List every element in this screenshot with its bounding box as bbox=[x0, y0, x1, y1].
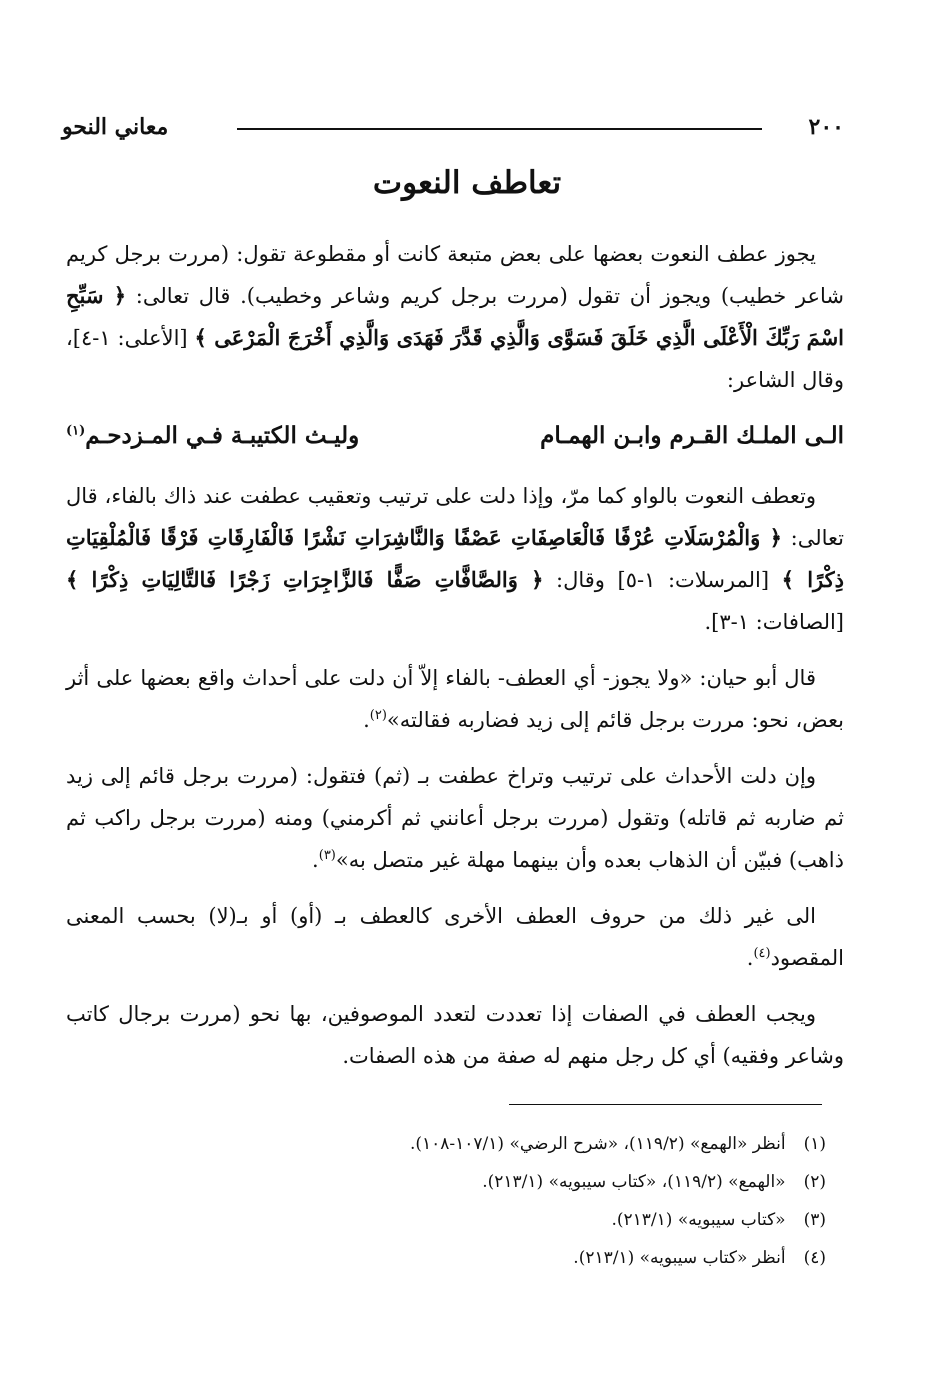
page-number: ٢٠٠ bbox=[808, 114, 844, 140]
footnote-text: أنظر «الهمع» (١١٩/٢)، «شرح الرضي» (١٠٧/١-١٠٨). bbox=[409, 1134, 786, 1154]
paragraph-4-text: وإن دلت الأحداث على ترتيب وتراخ عطفت بـ (ثم) فتقول: (مررت برجل قائم إلى زيد ثم ضاربه ثم قاتله) وتقول (مررت برجل أعانني ثم أكرمني) ومنه (مررت برجل راكب ثم ذاهب) فبيّن أن الذهاب بعده وأن بينهما مهلة غير متصل به» bbox=[66, 764, 844, 872]
verse-second-text: وليـث الكتيبـة فـي المـزدحـم bbox=[85, 422, 360, 449]
footnote-item bbox=[120, 1239, 826, 1277]
paragraph-6 bbox=[66, 993, 844, 1077]
paragraph-2 bbox=[66, 475, 844, 643]
paragraph-3 bbox=[66, 657, 844, 741]
paragraph-4-end: . bbox=[312, 848, 319, 872]
paragraph-5-end: . bbox=[746, 946, 754, 970]
footnote-text: أنظر «كتاب سيبويه» (٢١٣/١). bbox=[573, 1248, 786, 1268]
verse-second-hemistich bbox=[66, 415, 359, 457]
footnote-number: (٢) bbox=[803, 1172, 826, 1192]
paragraph-4 bbox=[66, 755, 844, 881]
footnote-number: (١) bbox=[803, 1134, 826, 1154]
paragraph-1-text-b: [الأعلى: ١-٤]، وقال الشاعر: bbox=[66, 326, 844, 392]
paragraph-3-text: قال أبو حيان: «ولا يجوز- أي العطف- بالفاء إلاّ أن دلت على أحداث واقع بعضها على أثر بعض، نحو: مررت برجل قائم إلى زيد فضاربه فقالته» bbox=[66, 666, 844, 732]
footnotes bbox=[120, 1125, 826, 1277]
quran-quote-as-saffat: ﴿ وَالصَّافَّاتِ صَفًّا فَالزَّاجِرَاتِ زَجْرًا فَالتَّالِيَاتِ ذِكْرًا ﴾ bbox=[66, 567, 544, 592]
footnote-ref-2: (٢) bbox=[369, 708, 387, 723]
paragraph-1 bbox=[66, 233, 844, 401]
footnote-ref-4: (٤) bbox=[753, 946, 771, 961]
paragraph-5 bbox=[66, 895, 844, 979]
footnote-item bbox=[120, 1125, 826, 1163]
footnote-item bbox=[120, 1163, 826, 1201]
section-title: تعاطف النعوت bbox=[372, 165, 562, 201]
body-text bbox=[66, 233, 844, 1091]
header-rule bbox=[237, 128, 762, 130]
footnote-number: (٣) bbox=[803, 1210, 826, 1230]
footnote-text: «كتاب سيبويه» (٢١٣/١). bbox=[611, 1210, 786, 1230]
footnote-item bbox=[120, 1201, 826, 1239]
paragraph-2-text-b: [المرسلات: ١-٥] وقال: bbox=[543, 568, 782, 592]
paragraph-1-text-a: يجوز عطف النعوت بعضها على بعض متبعة كانت أو مقطوعة تقول: (مررت برجل كريم شاعر خطيب) ويجوز أن تقول (مررت برجل كريم وشاعر وخطيب). قال تعالى: bbox=[66, 242, 844, 308]
footnote-text: «الهمع» (١١٩/٢)، «كتاب سيبويه» (٢١٣/١). bbox=[482, 1172, 786, 1192]
paragraph-3-end: . bbox=[363, 708, 370, 732]
footnote-separator bbox=[509, 1104, 822, 1105]
paragraph-5-text: الى غير ذلك من حروف العطف الأخرى كالعطف بـ (أو) أو بـ(لا) بحسب المعنى المقصود bbox=[66, 904, 844, 970]
page-header bbox=[62, 112, 844, 146]
quran-quote-al-ala: ﴿ سَبِّحِ اسْمَ رَبِّكَ الْأَعْلَى الَّذِي خَلَقَ فَسَوَّى وَالَّذِي قَدَّرَ فَهَدَى وَالَّذِي أَخْرَجَ الْمَرْعَى ﴾ bbox=[66, 283, 845, 350]
paragraph-6-text: ويجب العطف في الصفات إذا تعددت لتعدد الموصوفين، بها نحو (مررت برجال كاتب وشاعر وفقيه) أي كل رجل منهم له صفة من هذه الصفات. bbox=[66, 1002, 844, 1068]
paragraph-2-text-c: [الصافات: ١-٣]. bbox=[704, 610, 844, 634]
footnote-ref-1: (١) bbox=[66, 423, 86, 439]
running-title: معاني النحو bbox=[62, 114, 169, 140]
footnote-number: (٤) bbox=[803, 1248, 826, 1268]
verse-first-hemistich: الـى الملـك القـرم وابـن الهمـام bbox=[540, 422, 844, 449]
poetry-verse bbox=[66, 415, 844, 457]
paragraph-2-text-a: وتعطف النعوت بالواو كما مرّ، وإذا دلت على ترتيب وتعقيب عطفت عند ذاك بالفاء، قال تعالى: bbox=[66, 484, 844, 550]
quran-quote-al-mursalat: ﴿ وَالْمُرْسَلَاتِ عُرْفًا فَالْعَاصِفَاتِ عَصْفًا وَالنَّاشِرَاتِ نَشْرًا فَالْفَارِقَاتِ فَرْقًا فَالْمُلْقِيَاتِ ذِكْرًا ﴾ bbox=[66, 525, 844, 592]
footnote-ref-3: (٣) bbox=[318, 848, 336, 863]
